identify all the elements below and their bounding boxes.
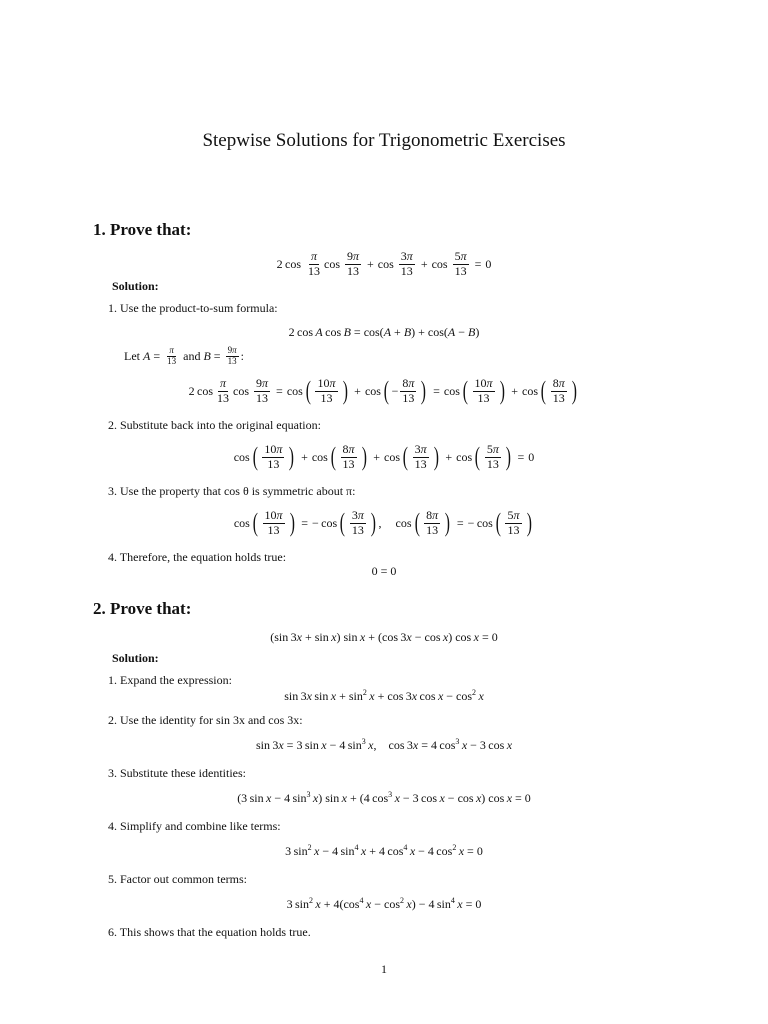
- p2-step-5: 5. Factor out common terms:: [108, 872, 247, 886]
- p2-step-1: 1. Expand the expression:: [108, 673, 232, 687]
- p2-factored: 3 $\sin^2 x + 4(\cos^4$ $x - \cos^2 x) - 4$ $\sin^4 x = 0$: [286, 896, 482, 911]
- p2-simplified: 3 $\sin^2 x - 4$ $\sin^4 x + 4$ $\cos^4 x - 4$ $\cos^2 x = 0$: [285, 843, 483, 858]
- p2-expanded: sin 3x $\sin x + \sin^2 x + \cos 3x$ $\cos x - \cos^2 x$: [284, 688, 484, 703]
- let-definition: Let A = $\frac{\pi}{13}$ and B = $\frac{9\pi}{13}$ :: [124, 345, 244, 366]
- problem-1-heading: 1. Prove that:: [93, 220, 192, 239]
- p1-step-3: 3. Use the property that cos θ is symmetric about π:: [108, 484, 356, 498]
- p1-symmetry: cos ( $\frac{10\pi}{13}$ ) = − cos ( $\frac{3\pi}{13}$ ) , cos ( $\frac{8\pi}{13}$ ) = − cos ( $\frac{5\pi}{13}$ ): [233, 508, 532, 537]
- page-number: 1: [381, 962, 387, 976]
- solution-label-1: Solution:: [112, 279, 159, 293]
- p1-substitution: cos ( $\frac{10\pi}{13}$ ) + cos ( $\frac{8\pi}{13}$ ) + cos ( $\frac{3\pi}{13}$ ) + cos ( $\frac{5\pi}{13}$ ) = 0: [233, 442, 535, 471]
- problem-2-heading: 2. Prove that:: [93, 599, 192, 618]
- p1-step-1: 1. Use the product-to-sum formula:: [108, 301, 278, 315]
- problem-2-statement: (sin 3x + sin x) sin x + (cos 3x − cos x) cos x = 0: [270, 630, 498, 644]
- solution-label-2: Solution:: [112, 651, 159, 665]
- p1-expansion: 2 cos $\frac{\pi}{13}$ cos $\frac{9\pi}{13}$ = cos ( $\frac{10\pi}{13}$ ) + cos ( − $\frac{8\pi}{13}$ ) = cos ( $\frac{10\pi}{13}$ ) + cos ( $\frac{8\pi}{13}$ ): [188, 376, 577, 405]
- problem-1-statement: 2 cos $\frac{\pi}{13}$ cos $\frac{9\pi}{13}$ + cos $\frac{3\pi}{13}$ + cos $\frac{5\pi}{13}$ = 0: [276, 249, 492, 278]
- p2-step-2: 2. Use the identity for sin 3x and cos 3x:: [108, 713, 303, 727]
- p2-substituted: (3 sin x − 4 $\sin^3 x$) sin x + (4 $\cos^3 x - 3$ cos x − cos x) cos x = 0: [237, 790, 531, 805]
- p2-identities: sin 3x = 3 sin x − 4 $\sin^3 x$, cos 3x = 4 $\cos^3 x - 3$ cos x: [255, 737, 513, 752]
- p1-final: 0 = 0: [371, 564, 397, 578]
- p2-step-4: 4. Simplify and combine like terms:: [108, 819, 281, 833]
- p2-step-3: 3. Substitute these identities:: [108, 766, 246, 780]
- p1-step-4: 4. Therefore, the equation holds true:: [108, 550, 287, 564]
- product-to-sum-formula: 2 cos A cos B = cos(A + B) + cos(A − B): [288, 325, 480, 339]
- p1-step-2: 2. Substitute back into the original equation:: [108, 418, 321, 432]
- p2-step-6: 6. This shows that the equation holds true.: [108, 925, 311, 939]
- document-title: Stepwise Solutions for Trigonometric Exercises: [202, 130, 566, 151]
